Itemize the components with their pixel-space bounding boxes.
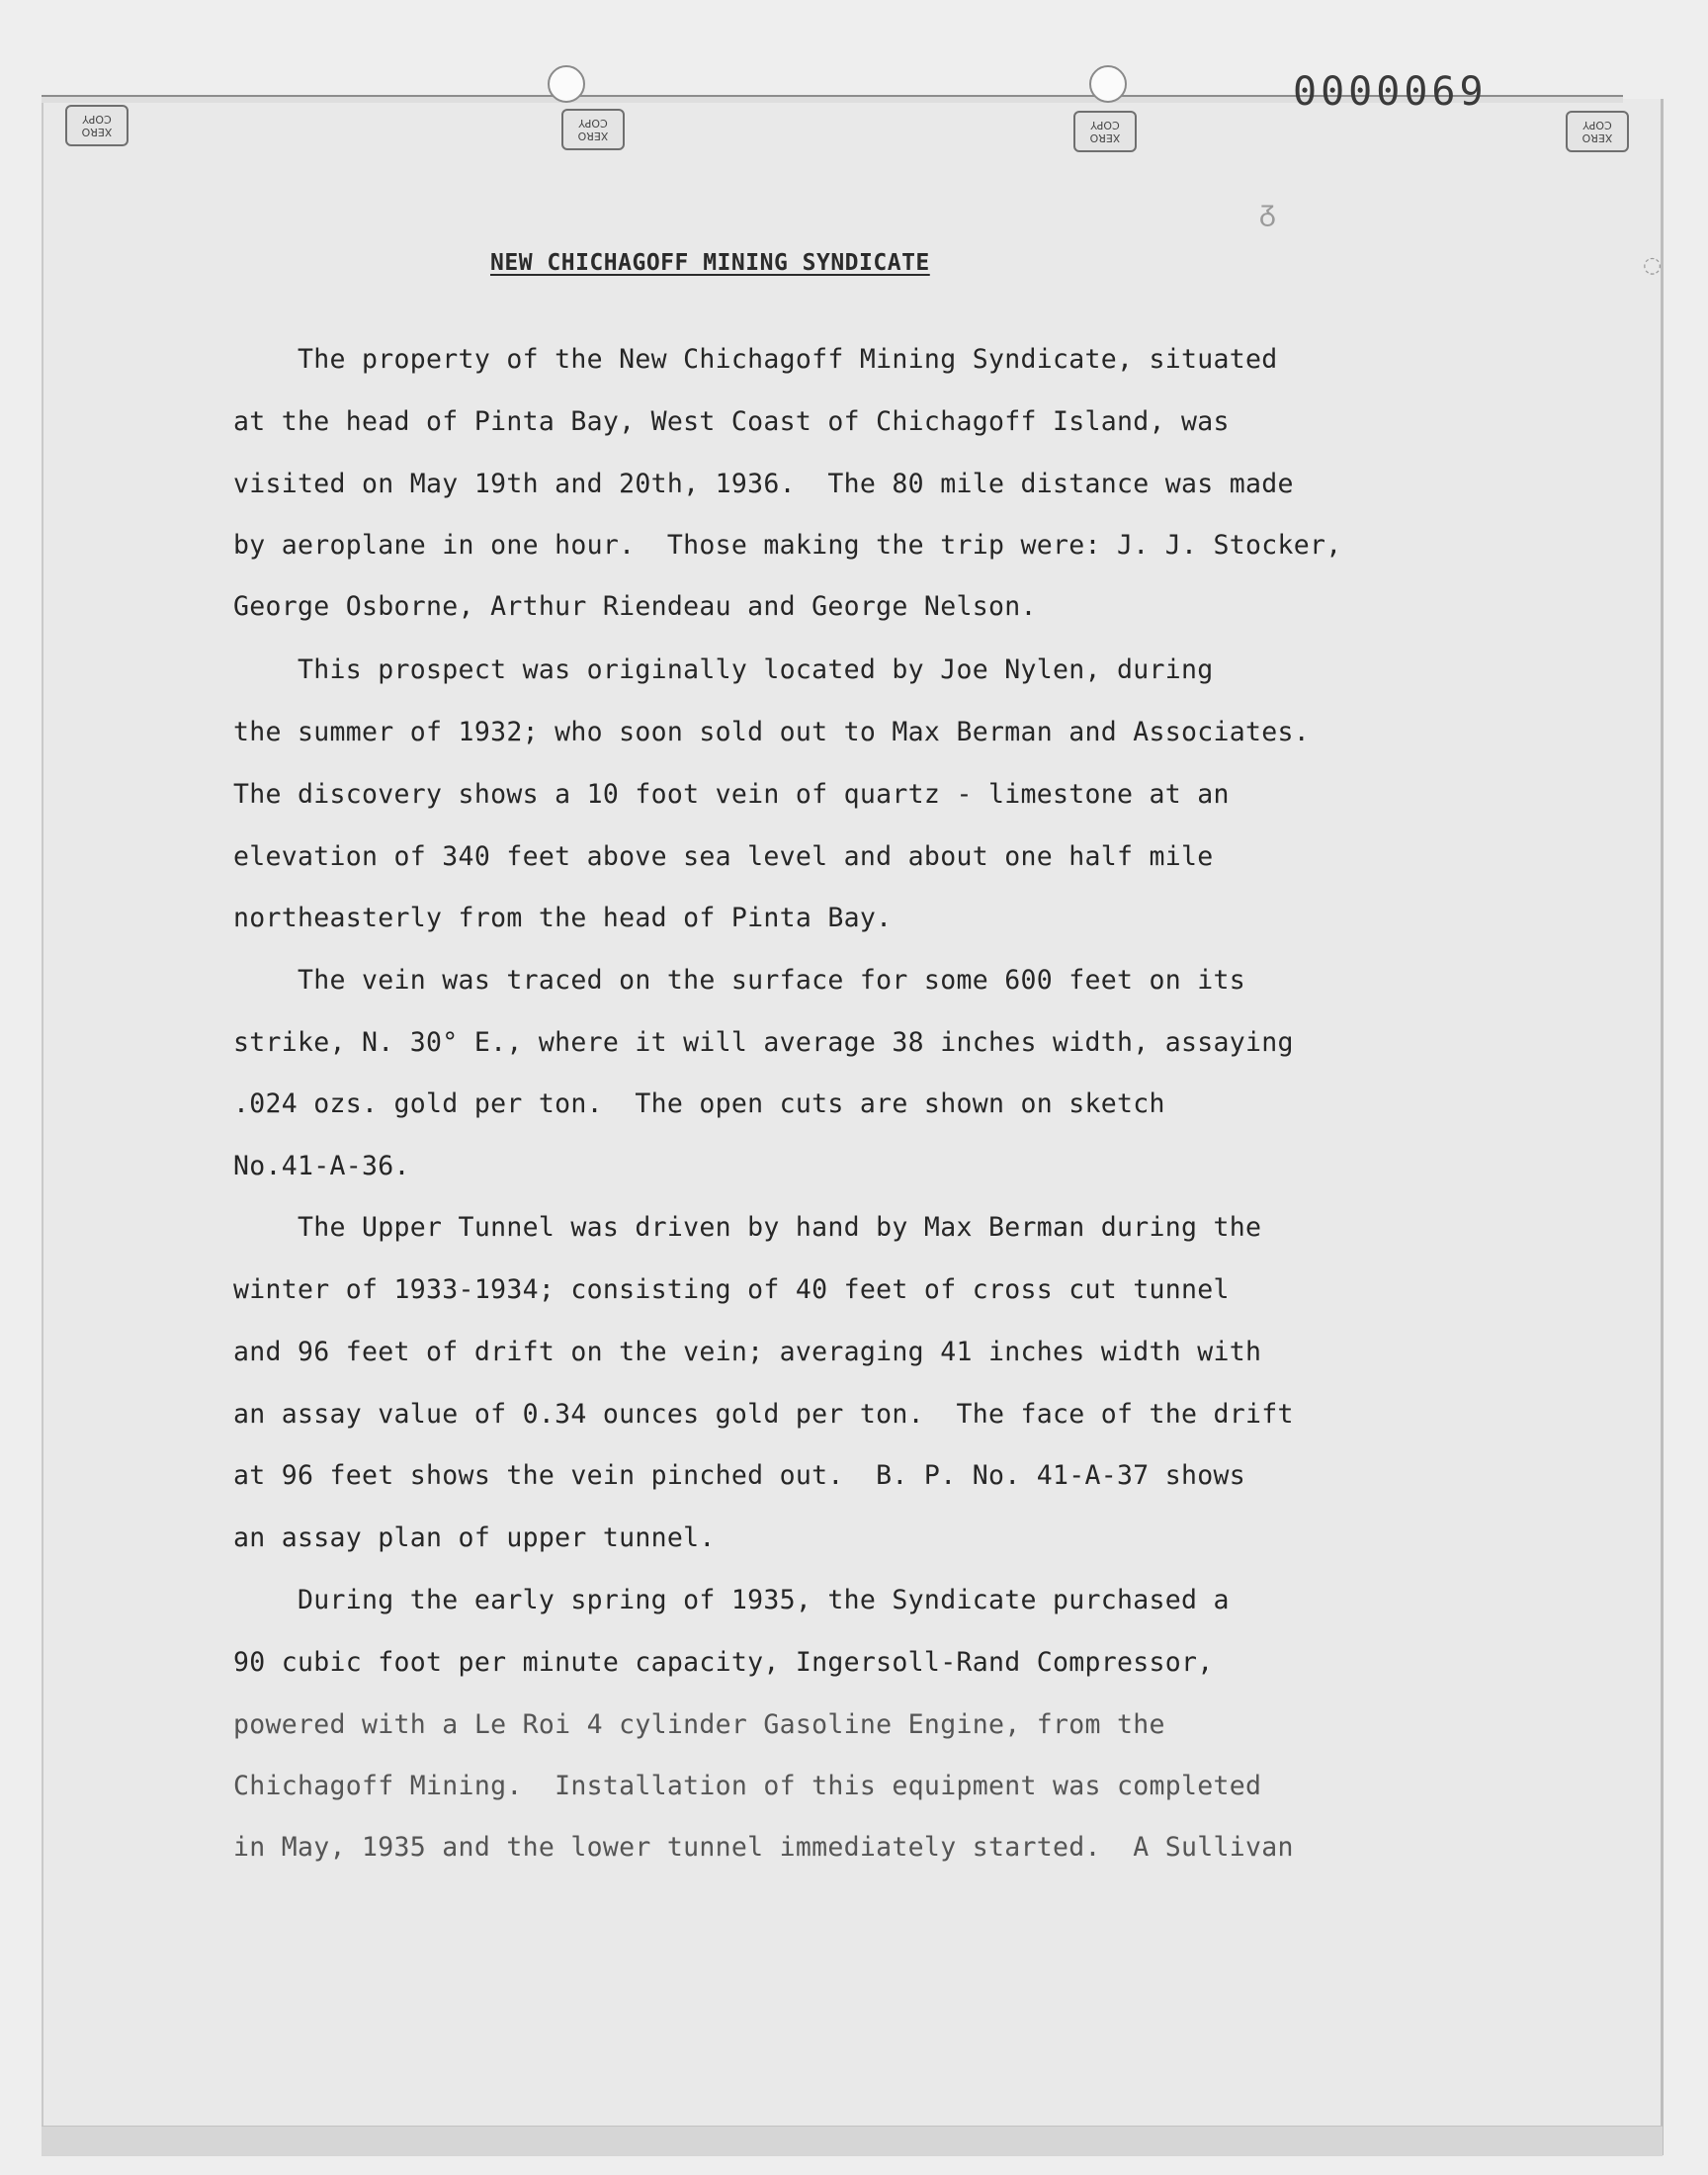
body-line: The Upper Tunnel was driven by hand by Max Berman during the	[233, 1212, 1262, 1243]
xero-copy-stamp	[1073, 111, 1137, 152]
body-line: and 96 feet of drift on the vein; averaging 41 inches width with	[233, 1337, 1262, 1367]
xero-copy-stamp	[1566, 111, 1629, 152]
body-line: an assay plan of upper tunnel.	[233, 1522, 716, 1553]
document-number: 0000069	[1293, 69, 1488, 115]
body-line: This prospect was originally located by Joe Nylen, during	[233, 654, 1214, 685]
xero-stamp-text: XERO	[1581, 131, 1613, 144]
margin-mark-icon: ◌	[1643, 253, 1663, 278]
body-line: During the early spring of 1935, the Syndicate purchased a	[233, 1585, 1230, 1615]
punch-hole	[548, 65, 585, 103]
body-line: strike, N. 30° E., where it will average 38 inches width, assaying	[233, 1027, 1294, 1058]
xero-stamp-text: XERO	[81, 126, 113, 138]
document-title: NEW CHICHAGOFF MINING SYNDICATE	[490, 250, 930, 276]
body-line: at the head of Pinta Bay, West Coast of Chichagoff Island, was	[233, 406, 1230, 437]
body-line: Chichagoff Mining. Installation of this equipment was completed	[233, 1771, 1262, 1801]
body-line: 90 cubic foot per minute capacity, Ingersoll-Rand Compressor,	[233, 1647, 1214, 1678]
body-line: The discovery shows a 10 foot vein of quartz - limestone at an	[233, 779, 1230, 810]
xero-copy-stamp	[65, 105, 128, 146]
body-line: northeasterly from the head of Pinta Bay.	[233, 903, 893, 933]
punch-hole	[1089, 65, 1127, 103]
body-line: George Osborne, Arthur Riendeau and George Nelson.	[233, 591, 1037, 622]
body-line: visited on May 19th and 20th, 1936. The 80 mile distance was made	[233, 469, 1294, 499]
body-line: The vein was traced on the surface for some 600 feet on its	[233, 965, 1246, 996]
copy-stamp-text: COPY	[578, 117, 608, 130]
body-line: at 96 feet shows the vein pinched out. B. P. No. 41-A-37 shows	[233, 1460, 1246, 1491]
body-line: No.41-A-36.	[233, 1151, 410, 1181]
copy-stamp-text: COPY	[1090, 119, 1120, 131]
page-bottom-edge	[42, 2126, 1663, 2156]
body-line: winter of 1933-1934; consisting of 40 feet of cross cut tunnel	[233, 1274, 1230, 1305]
body-line: elevation of 340 feet above sea level and about one half mile	[233, 841, 1214, 872]
body-line: the summer of 1932; who soon sold out to Max Berman and Associates.	[233, 717, 1311, 747]
xero-copy-stamp	[561, 109, 625, 150]
body-line: in May, 1935 and the lower tunnel immediately started. A Sullivan	[233, 1832, 1294, 1863]
body-line: The property of the New Chichagoff Mining Syndicate, situated	[233, 344, 1278, 375]
pencil-mark-icon: ᵹ	[1259, 194, 1276, 228]
body-line: an assay value of 0.34 ounces gold per ton. The face of the drift	[233, 1399, 1294, 1430]
body-line: by aeroplane in one hour. Those making the trip were: J. J. Stocker,	[233, 530, 1342, 561]
body-line: .024 ozs. gold per ton. The open cuts are shown on sketch	[233, 1088, 1165, 1119]
xero-stamp-text: XERO	[577, 130, 609, 142]
copy-stamp-text: COPY	[82, 113, 112, 126]
body-line: powered with a Le Roi 4 cylinder Gasoline Engine, from the	[233, 1709, 1165, 1740]
xero-stamp-text: XERO	[1089, 131, 1121, 144]
copy-stamp-text: COPY	[1582, 119, 1612, 131]
